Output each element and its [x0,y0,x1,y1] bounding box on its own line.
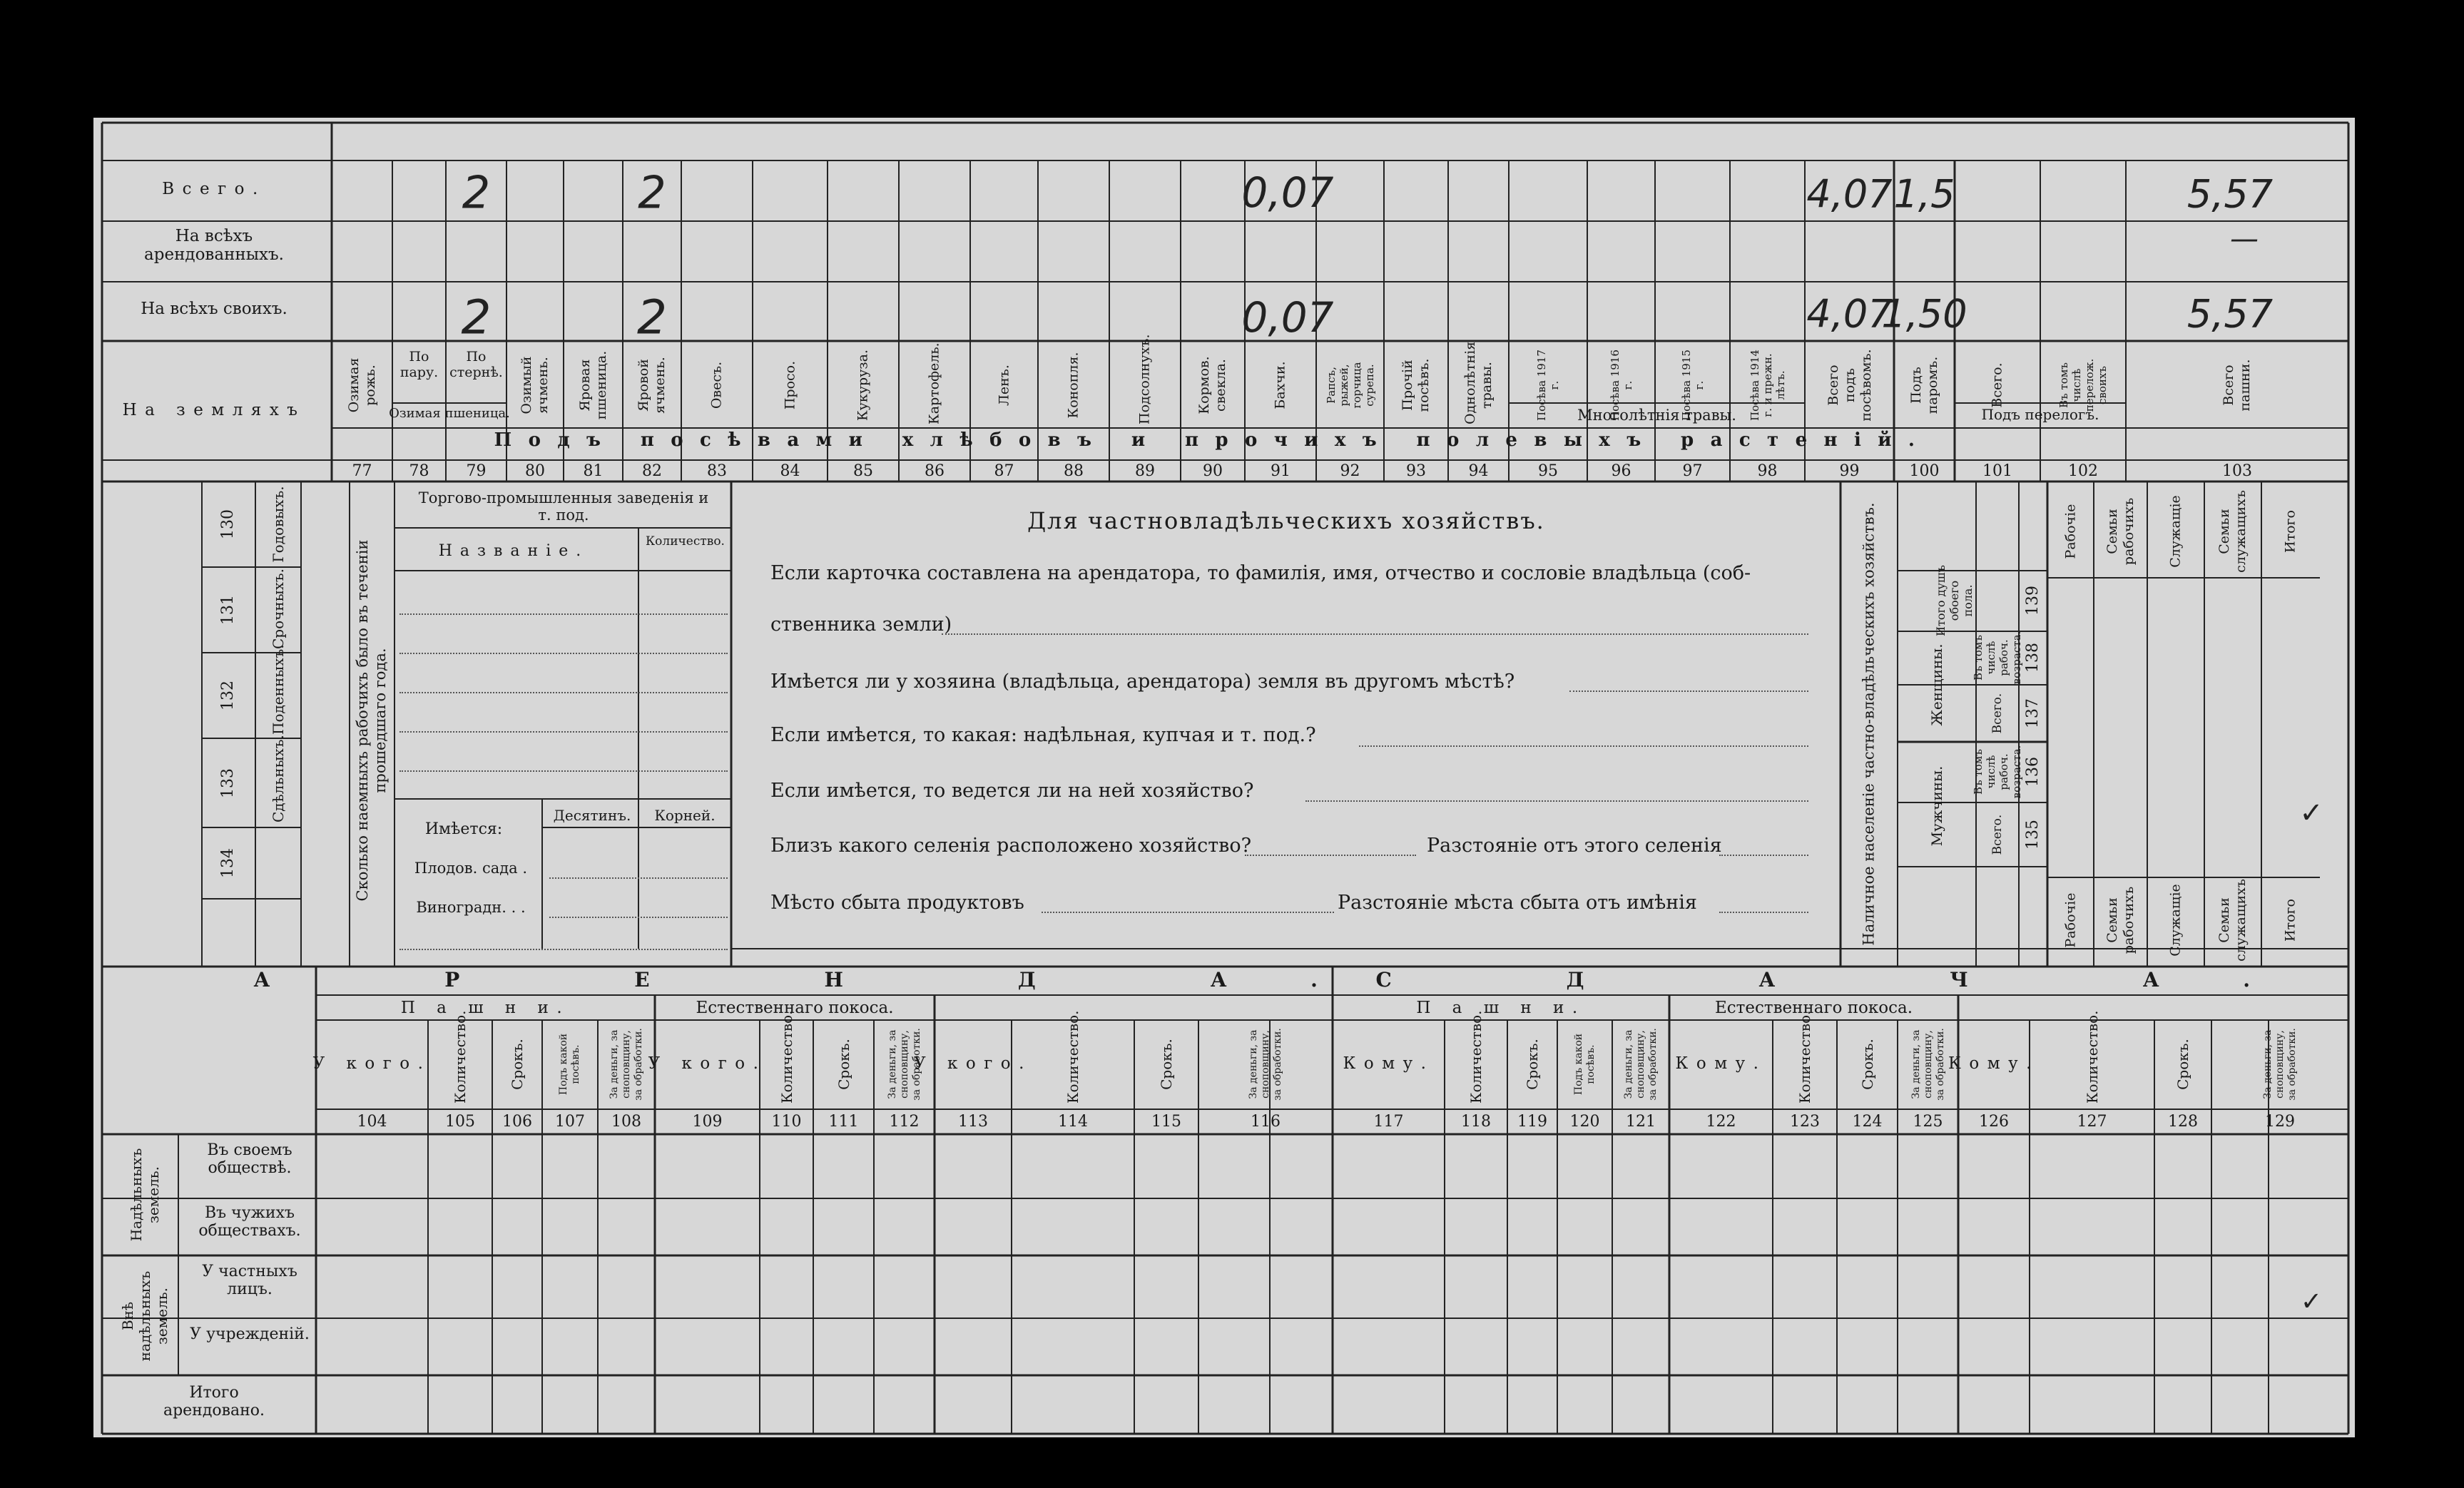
arenda-sub-header: Срокъ. [509,1039,526,1090]
vineyard-label: Виноградн. . . [416,899,526,916]
col-header: Всего подъ посѣвомъ. [1825,349,1873,422]
col-header: Яровой ячмень. [636,357,668,414]
sdacha-sub-header: За деньги, за сноповщину, за обработки. [2261,1028,2298,1101]
fill-line [549,877,728,879]
question-market: Мѣсто сбыта продуктовъ [770,892,1024,914]
hired-col-number: 131 [218,595,237,625]
question-distance-village: Разстояніе отъ этого селенія [1427,835,1722,857]
trade-title: Торгово-промышленныя заведенія и т. под. [418,489,709,524]
sdacha-sub-header: За деньги, за сноповщину, за обработки. [1910,1028,1945,1101]
hired-col-label: Годовыхъ. [270,486,287,563]
staff-header-bottom: Семьи рабочихъ [2104,886,2137,954]
hired-col-number: 133 [218,768,237,798]
arenda-title: А Р Е Н Д А. [253,968,1402,992]
col-header: Просо. [782,360,798,410]
handwritten-entry: 4,07 [1806,291,1893,337]
handwritten-entry: 2 [462,166,491,219]
sdacha-sub-header: Количество. [1467,1010,1485,1104]
arenda-sub-header: Подъ какой посѣвъ. [558,1033,581,1096]
col-number: 119 [1517,1113,1547,1131]
col-header: Кукуруза. [855,350,871,422]
col-number: 115 [1151,1113,1181,1131]
sdacha-sub-header: Срокъ. [2174,1039,2191,1090]
fill-line [549,917,728,918]
fill-line [1569,691,1808,692]
trade-name-header: Названіе. [438,542,589,560]
col-header: Подсолнухъ. [1136,334,1153,424]
pop-men-working: Въ томъ числѣ рабоч. возраста. [1972,745,2023,799]
group-perennial: Многолѣтнія травы. [1577,407,1736,424]
col-number: 86 [925,462,945,480]
nadel-group-label: Надѣльныхъ земель. [128,1148,162,1242]
fill-line [399,653,728,654]
col-number: 94 [1468,462,1489,480]
sdacha-party-header: Кому. [1675,1054,1767,1073]
arenda-sub-header: За деньги, за сноповщину, за обработки. [1247,1028,1283,1101]
pop-number: 139 [2023,586,2042,616]
question-owner-cont: ственника земли) [770,613,952,636]
arenda-sub-header: Срокъ. [835,1039,852,1090]
col-number: 84 [780,462,800,480]
staff-header-bottom: Рабочіе [2062,892,2079,948]
col-number: 85 [853,462,873,480]
col-number: 80 [525,462,545,480]
staff-header-top: Рабочіе [2062,504,2079,559]
fill-line [1245,855,1416,856]
hired-col-label: Срочныхъ. [270,569,287,649]
arenda-pashni: П а ш н и. [400,999,571,1017]
pop-number: 135 [2023,820,2042,850]
col-number: 127 [2077,1113,2107,1131]
col-number: 126 [1979,1113,2009,1131]
col-header: Яровая пшеница. [576,350,609,420]
col-number: 90 [1203,462,1223,480]
handwritten-entry: 5,57 [2186,171,2274,217]
arenda-sub-header: За деньги, за сноповщину, за обработки. [886,1028,922,1101]
col-number: 82 [642,462,662,480]
col-number: 102 [2068,462,2098,480]
col-number: 104 [357,1113,387,1131]
row-institutions: У учрежденій. [190,1325,310,1343]
staff-header-top: Итого [2282,510,2298,553]
handwritten-entry: 4,07 [1806,171,1893,217]
sdacha-pashni: П а ш н и. [1416,999,1586,1017]
col-number: 110 [771,1113,802,1131]
col-number: 91 [1271,462,1290,480]
pop-men-all: Всего. [1990,814,2005,855]
question-village: Близъ какого селенія расположено хозяйство? [770,835,1252,857]
pop-women-all: Всего. [1990,693,2005,734]
handwritten-entry: 2 [638,166,666,219]
col-number: 109 [692,1113,723,1131]
col-number: 122 [1706,1113,1736,1131]
col-number: 83 [707,462,727,480]
check-mark: ✓ [2300,1287,2323,1317]
col-header: Подъ паромъ. [1908,356,1940,414]
col-header: Посѣва 1915 г. [1679,350,1706,421]
women-label: Женщины. [1928,643,1945,726]
col-header: Всего пашни. [2221,359,2253,412]
row-other-society: Въ чужихъ обществахъ. [198,1204,301,1240]
col-number: 121 [1626,1113,1656,1131]
sdacha-pokos: Естественнаго покоса. [1714,999,1913,1017]
sdacha-sub-header: За деньги, за сноповщину, за обработки. [1622,1028,1659,1101]
col-header: Конопля. [1065,352,1081,419]
population-label: Наличное населеніе частно-владѣльческихъ хозяйствъ. [1860,502,1878,946]
col-number: 87 [994,462,1014,480]
col-header: Всего. [1989,362,2005,408]
col-number: 116 [1251,1113,1281,1131]
handwritten-entry: 5,57 [2186,291,2274,337]
question-other-land: Имѣется ли у хозяина (владѣльца, арендатора) земля въ другомъ мѣстѣ? [770,671,1515,693]
col-header: Посѣва 1916 г. [1608,350,1634,421]
pop-total-label: Итого душъ обоего пола. [1934,565,1975,636]
orchard-label: Плодов. сада . [414,860,528,877]
col-number: 77 [352,462,372,480]
col-header: Бахчи. [1272,361,1288,409]
arenda-sub-header: Количество. [452,1010,469,1104]
arenda-pokos: Естественнаго покоса. [696,999,894,1017]
group-fallow: Подъ перелогъ. [1981,406,2099,423]
staff-header-top: Семьи рабочихъ [2104,497,2137,566]
question-distance-market: Разстояніе мѣста сбыта отъ имѣнія [1338,892,1697,914]
fill-line [1042,912,1334,913]
sdacha-sub-header: Количество. [2083,1010,2101,1104]
desyatin-header: Десятинъ. [553,807,631,824]
question-land-type: Если имѣется, то какая: надѣльная, купчая и т. под.? [770,724,1316,746]
col-header: По пару. [399,349,439,380]
col-number: 101 [1982,462,2012,480]
col-header: Ленъ. [996,365,1012,406]
vne-group-label: Внѣ надѣльныхъ земель. [119,1270,170,1362]
row-label-rented: На всѣхъ арендованныхъ. [144,227,284,265]
col-header: Въ томъ числѣ перелож. своихъ [2057,358,2109,412]
col-number: 103 [2222,462,2252,480]
col-header: Посѣва 1917 г. [1535,350,1561,421]
col-number: 78 [409,462,429,480]
handwritten-entry: 0,07 [1241,293,1334,342]
fill-line [1719,912,1808,913]
arenda-sub-header: Количество. [1064,1010,1081,1104]
col-number: 96 [1611,462,1631,480]
roots-header: Корней. [654,807,716,824]
row-private: У частныхъ лицъ. [202,1263,297,1299]
sdacha-sub-header: Срокъ. [1858,1039,1876,1090]
arenda-sub-header: За деньги, за сноповщину, за обработки. [608,1028,644,1101]
col-number: 108 [611,1113,641,1131]
hired-col-label: Поденныхъ. [270,644,287,735]
arenda-party-header: У кого. [312,1054,432,1073]
pop-women-working: Въ томъ числѣ рабоч. возраста. [1972,631,2023,685]
col-number: 92 [1340,462,1360,480]
check-mark: ✓ [2299,797,2323,830]
row-label-own: На всѣхъ своихъ. [141,300,287,318]
col-header: Рапсъ, рыжей, горчица сурепа. [1324,362,1376,409]
col-number: 129 [2265,1113,2295,1131]
fill-line [399,949,728,950]
col-number: 98 [1757,462,1778,480]
fill-line [1305,800,1808,802]
col-number: 124 [1852,1113,1883,1131]
hired-workers-label: Сколько наемныхъ рабочихъ было въ теченіи прошедшаго года. [353,539,389,902]
col-header: Кормов. свекла. [1196,356,1228,414]
hired-col-number: 132 [218,681,237,710]
col-header: По стернѣ. [449,349,503,380]
sdacha-sub-header: Подъ какой посѣвъ. [1572,1033,1597,1096]
sdacha-title: С Д А Ч А. [1375,968,2334,992]
col-number: 100 [1909,462,1940,480]
col-number: 125 [1913,1113,1943,1131]
col-header: Прочій посѣвъ. [1400,358,1432,412]
col-number: 114 [1058,1113,1088,1131]
trade-qty-header: Количество. [646,534,725,549]
staff-header-top: Служащіе [2167,495,2184,568]
col-number: 99 [1839,462,1860,480]
col-number: 123 [1790,1113,1820,1131]
col-number: 113 [958,1113,988,1131]
fill-line [399,613,728,615]
staff-header-bottom: Семьи служащихъ [2216,879,2249,962]
handwritten-entry: 2 [461,290,492,345]
col-number: 106 [502,1113,532,1131]
men-label: Мужчины. [1928,765,1945,847]
staff-header-bottom: Служащіе [2167,884,2184,957]
arenda-sub-header: Срокъ. [1158,1039,1175,1090]
sdacha-sub-header: Срокъ. [1524,1039,1541,1090]
group-winter-wheat: Озимая пшеница. [389,406,510,421]
question-farmed: Если имѣется, то ведется ли на ней хозяйство? [770,780,1254,802]
col-number: 79 [466,462,487,480]
col-number: 97 [1682,462,1703,480]
col-number: 88 [1064,462,1084,480]
col-number: 93 [1406,462,1426,480]
private-title: Для частновладѣльческихъ хозяйствъ. [1027,507,1545,534]
col-number: 112 [889,1113,920,1131]
handwritten-entry: — [2230,223,2259,255]
question-owner: Если карточка составлена на арендатора, то фамилія, имя, отчество и сословіе владѣльца (соб- [770,562,1751,584]
has-label: Имѣется: [424,820,503,838]
row-label-on-lands: На земляхъ [122,401,306,419]
sown-band-title: Подъ посѣвами хлѣбовъ и прочихъ полевыхъ растеній. [494,429,1932,451]
col-number: 120 [1569,1113,1600,1131]
col-header: Озимый ячмень. [519,356,551,414]
col-header: Однолѣтнія травы. [1462,341,1495,424]
col-number: 89 [1135,462,1155,480]
handwritten-entry: 2 [637,290,667,345]
col-header: Озимая рожь. [345,357,378,413]
col-header: Овесъ. [708,361,725,409]
col-number: 107 [555,1113,585,1131]
staff-header-top: Семьи служащихъ [2216,490,2249,573]
sdacha-party-header: Кому. [1343,1054,1435,1073]
hired-col-label: Сдѣльныхъ. [270,734,287,822]
fill-line [399,692,728,693]
arenda-party-header: У кого. [648,1054,767,1073]
handwritten-entry: 0,07 [1241,168,1334,217]
sdacha-sub-header: Количество. [1796,1010,1813,1104]
col-header: Посѣва 1914 г. и прежн. лѣтъ. [1748,350,1787,421]
handwritten-entry: 1,5 [1893,171,1955,217]
arenda-sub-header: Количество. [778,1010,795,1104]
fill-line [1359,745,1808,747]
row-label-total: Всего. [162,180,266,198]
fill-line [942,633,1808,635]
col-header: Картофель. [926,342,942,424]
hired-col-number: 130 [218,509,237,539]
row-total-rented: Итого арендовано. [163,1384,265,1420]
hired-col-number: 134 [218,848,237,878]
fill-line [399,770,728,772]
col-number: 117 [1373,1113,1404,1131]
col-number: 105 [445,1113,475,1131]
pop-number: 137 [2023,698,2042,728]
sdacha-party-header: Кому. [1948,1054,2040,1073]
handwritten-entry: 1,50 [1881,291,1967,337]
col-number: 118 [1461,1113,1491,1131]
fill-line [1719,855,1808,856]
col-number: 128 [2168,1113,2198,1131]
col-number: 95 [1538,462,1558,480]
pop-number: 136 [2023,757,2042,787]
col-number: 81 [583,462,604,480]
row-own-society: Въ своемъ обществѣ. [207,1141,292,1178]
staff-header-bottom: Итого [2282,899,2298,942]
arenda-party-header: У кого. [914,1054,1032,1073]
fill-line [399,731,728,733]
col-number: 111 [828,1113,859,1131]
pop-number: 138 [2023,643,2042,673]
